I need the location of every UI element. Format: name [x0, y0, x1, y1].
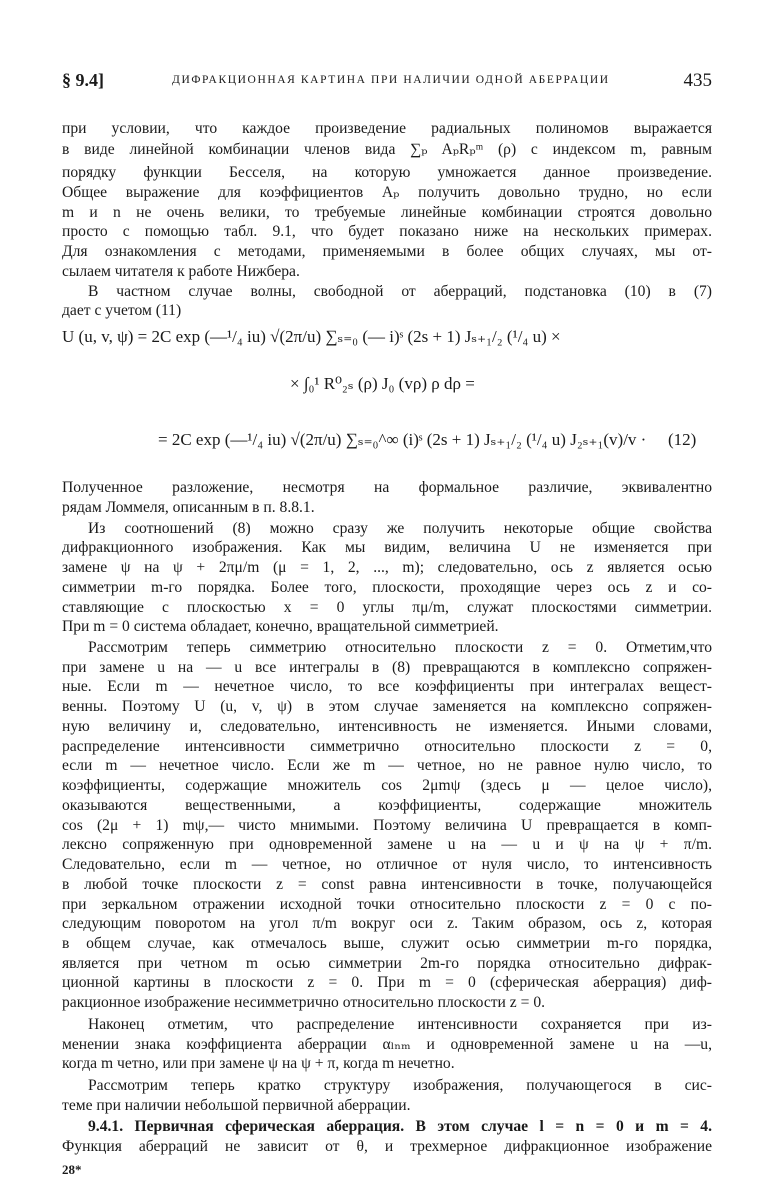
equation-line: U (u, v, ψ) = 2C exp (—¹/₄ iu) √(2π/u) ∑ₛ₌₀ (— i)ˢ (2s + 1) Jₛ₊₁/₂ (¹/₄ u) ×	[62, 326, 561, 346]
text-line: Рассмотрим теперь симметрию относительно плоскости z = 0. Отметим,что	[88, 638, 712, 656]
text-line: При m = 0 система обладает, конечно, вращательной симметрией.	[62, 618, 499, 636]
running-header	[62, 70, 712, 94]
text-line: В частном случае волны, свободной от аберраций, подстановка (10) в (7)	[88, 282, 712, 300]
text-line: в общем случае, как отмечалось выше, служит осью симметрии m-го порядка,	[62, 935, 712, 952]
text-line: ционной картины в плоскости z = 0. При m = 0 (сферическая аберрация) диф-	[62, 974, 712, 992]
text-line: дает с учетом (11)	[62, 302, 182, 320]
text-line: дифракционного изображения. Как мы видим, величина U не изменяется при	[62, 539, 712, 557]
text-line: cos (2μ + 1) mψ,— чисто мнимыми. Поэтому величина U превращается в комп-	[62, 816, 712, 834]
text-line: в виде линейной комбинации членов вида ∑ₚ AₚRₚᵐ (ρ) с индексом m, равным	[62, 140, 712, 158]
text-line: Наконец отметим, что распределение интенсивности сохраняется при из-	[88, 1015, 712, 1033]
text-line: коэффициенты, содержащие множитель cos 2μmψ (здесь μ — целое число),	[62, 777, 712, 794]
text-line: Для ознакомления с методами, применяемыми в более общих случаях, мы от-	[62, 243, 712, 261]
text-line: Полученное разложение, несмотря на формальное различие, эквивалентно	[62, 479, 712, 497]
text-line: симметрии m-го порядка. Более того, плоскости, проходящие через ось z и со-	[62, 578, 712, 596]
text-line: замене ψ на ψ + 2πμ/m (μ = 1, 2, ..., m); следовательно, ось z является осью	[62, 559, 712, 576]
text-line: лексно сопряженную при одновременной замене u на — u и ψ на ψ + π/m.	[62, 836, 712, 854]
text-line: Функция аберраций не зависит от θ, и трехмерное дифракционное изображение	[62, 1138, 712, 1155]
text-line: при замене u на — u все интегралы в (8) превращаются в комплексно сопряжен-	[62, 658, 712, 676]
text-line: является при четном m осью симметрии 2m-го порядка относительно дифрак-	[62, 954, 712, 972]
signature-mark: 28*	[62, 1162, 82, 1177]
text-line: сылаем читателя к работе Нижбера.	[62, 262, 300, 280]
text-line: Рассмотрим теперь кратко структуру изображения, получающегося в сис-	[88, 1076, 712, 1094]
text-line: распределение интенсивности симметрично относительно плоскости z = 0,	[62, 737, 712, 755]
text-line: менении знака коэффициента аберрации αₗₙₘ и одновременной замене u на —u,	[62, 1035, 712, 1053]
text-line: просто с помощью табл. 9.1, что будет показано ниже на нескольких примерах.	[62, 223, 712, 241]
text-line: Из соотношений (8) можно сразу же получить некоторые общие свойства	[88, 519, 712, 537]
text-line: ные. Если m — нечетное число, то все коэффициенты при интегралах вещест-	[62, 678, 712, 696]
text-line: когда m четно, или при замене ψ на ψ + π, когда m нечетно.	[62, 1055, 455, 1073]
equation-number: (12)	[668, 430, 697, 450]
text-line: при зеркальном отражении исходной точки относительно плоскости z = 0 с по-	[62, 895, 712, 913]
text-line: ную величину и, следовательно, интенсивность не изменяется. Иными словами,	[62, 717, 712, 735]
text-line: ставляющие с плоскостью x = 0 углы πμ/m, служат плоскостями симметрии.	[62, 598, 712, 616]
text-line: порядку функции Бесселя, на которую умножается данное произведение.	[62, 164, 712, 182]
text-line: рядам Ломмеля, описанным в п. 8.8.1.	[62, 498, 315, 516]
running-title: ДИФРАКЦИОННАЯ КАРТИНА ПРИ НАЛИЧИИ ОДНОЙ АБЕРРАЦИИ	[172, 74, 610, 86]
text-line: теме при наличии небольшой первичной аберрации.	[62, 1096, 411, 1114]
page-number: 435	[683, 70, 712, 91]
text-line: следующим поворотом на угол π/m вокруг оси z. Таким образом, ось z, которая	[62, 915, 712, 933]
text-line: Следовательно, если m — четное, но отличное от нуля число, то интенсивность	[62, 856, 712, 873]
text-line: при условии, что каждое произведение радиальных полиномов выражается	[62, 120, 712, 137]
equation-line: = 2C exp (—¹/₄ iu) √(2π/u) ∑ₛ₌₀^∞ (i)ˢ (2s + 1) Jₛ₊₁/₂ (¹/₄ u) J₂ₛ₊₁(v)/v ·	[158, 430, 647, 450]
text-line: m и n не очень велики, то требуемые линейные комбинации строятся довольно	[62, 203, 712, 221]
text-line: если m — нечетное число. Если же m — четное, но не равное нулю число, то	[62, 757, 712, 775]
subsection-heading-line: 9.4.1. Первичная сферическая аберрация. В этом случае l = n = 0 и m = 4.	[88, 1118, 712, 1136]
text-line: венны. Поэтому U (u, v, ψ) в этом случае заменяется на комплексно сопряжен-	[62, 698, 712, 716]
equation-line: × ∫₀¹ R⁰₂ₛ (ρ) J₀ (vρ) ρ dρ =	[290, 373, 475, 393]
section-number: § 9.4]	[62, 70, 104, 90]
text-line: ракционное изображение несимметрично относительно плоскости z = 0.	[62, 994, 546, 1012]
text-line: Общее выражение для коэффициентов Aₚ получить довольно трудно, но если	[62, 183, 712, 201]
text-line: в любой точке плоскости z = const равна интенсивности в точке, получающейся	[62, 875, 712, 893]
text-line: оказываются вещественными, а коэффициенты, содержащие множитель	[62, 796, 712, 814]
